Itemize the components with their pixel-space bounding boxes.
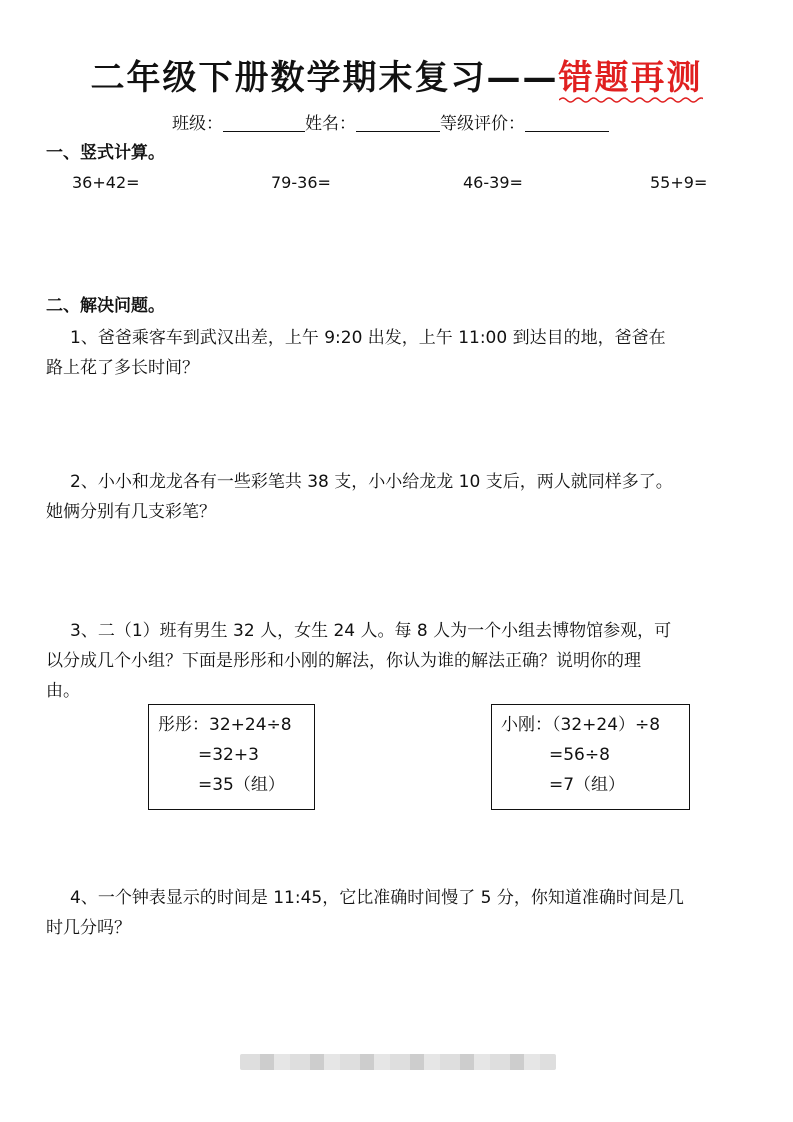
xiaogang-line-3: =7（组） [549,775,626,795]
calc-problem-1: 36+42= [72,173,140,192]
grade-label: 等级评价： [440,114,525,134]
page-title [0,56,793,100]
name-label: 姓名： [305,114,356,134]
calc-problem-2: 79-36= [271,173,331,192]
question-4 [46,883,752,943]
question-3-line-1: 3、二（1）班有男生 32 人，女生 24 人。每 8 人为一个小组去博物馆参观，可 [70,621,672,641]
title-main: 二年级下册数学期末复习—— [90,58,559,98]
question-3-line-2: 以分成几个小组？下面是彤彤和小刚的解法，你认为谁的解法正确？说明你的理 [46,651,641,671]
xiaogang-line-1: 小刚：（32+24）÷8 [501,715,661,735]
class-label: 班级： [172,114,223,134]
title-highlight: 错题再测 [559,58,703,98]
section-2-heading: 二、解决问题。 [46,296,165,316]
xiaogang-line-2: =56÷8 [549,745,610,765]
question-2-line-1: 2、小小和龙龙各有一些彩笔共 38 支，小小给龙龙 10 支后，两人就同样多了。 [70,472,673,492]
question-4-line-1: 4、一个钟表显示的时间是 11:45，它比准确时间慢了 5 分，你知道准确时间是几 [70,888,684,908]
calc-problem-3: 46-39= [463,173,523,192]
question-3-line-3: 由。 [46,681,80,701]
section-1-heading: 一、竖式计算。 [46,143,165,163]
question-1-line-1: 1、爸爸乘客车到武汉出差，上午 9:20 出发，上午 11:00 到达目的地，爸爸在 [70,328,666,348]
question-1 [46,323,752,383]
grade-blank[interactable] [525,113,609,132]
tongtong-line-1: 彤彤：32+24÷8 [158,715,292,735]
question-2 [46,467,752,527]
tongtong-line-3: =35（组） [198,775,285,795]
tongtong-solution-box [148,704,315,810]
xiaogang-solution-box [491,704,690,810]
name-blank[interactable] [356,113,440,132]
question-3 [46,616,752,706]
student-info-line [172,112,609,136]
question-4-line-2: 时几分吗？ [46,918,131,938]
question-1-line-2: 路上花了多长时间？ [46,358,199,378]
calc-problem-4: 55+9= [650,173,708,192]
wavy-underline [559,96,703,104]
class-blank[interactable] [223,113,305,132]
blurred-watermark [240,1054,556,1070]
tongtong-line-2: =32+3 [198,745,259,765]
question-2-line-2: 她俩分别有几支彩笔？ [46,502,216,522]
